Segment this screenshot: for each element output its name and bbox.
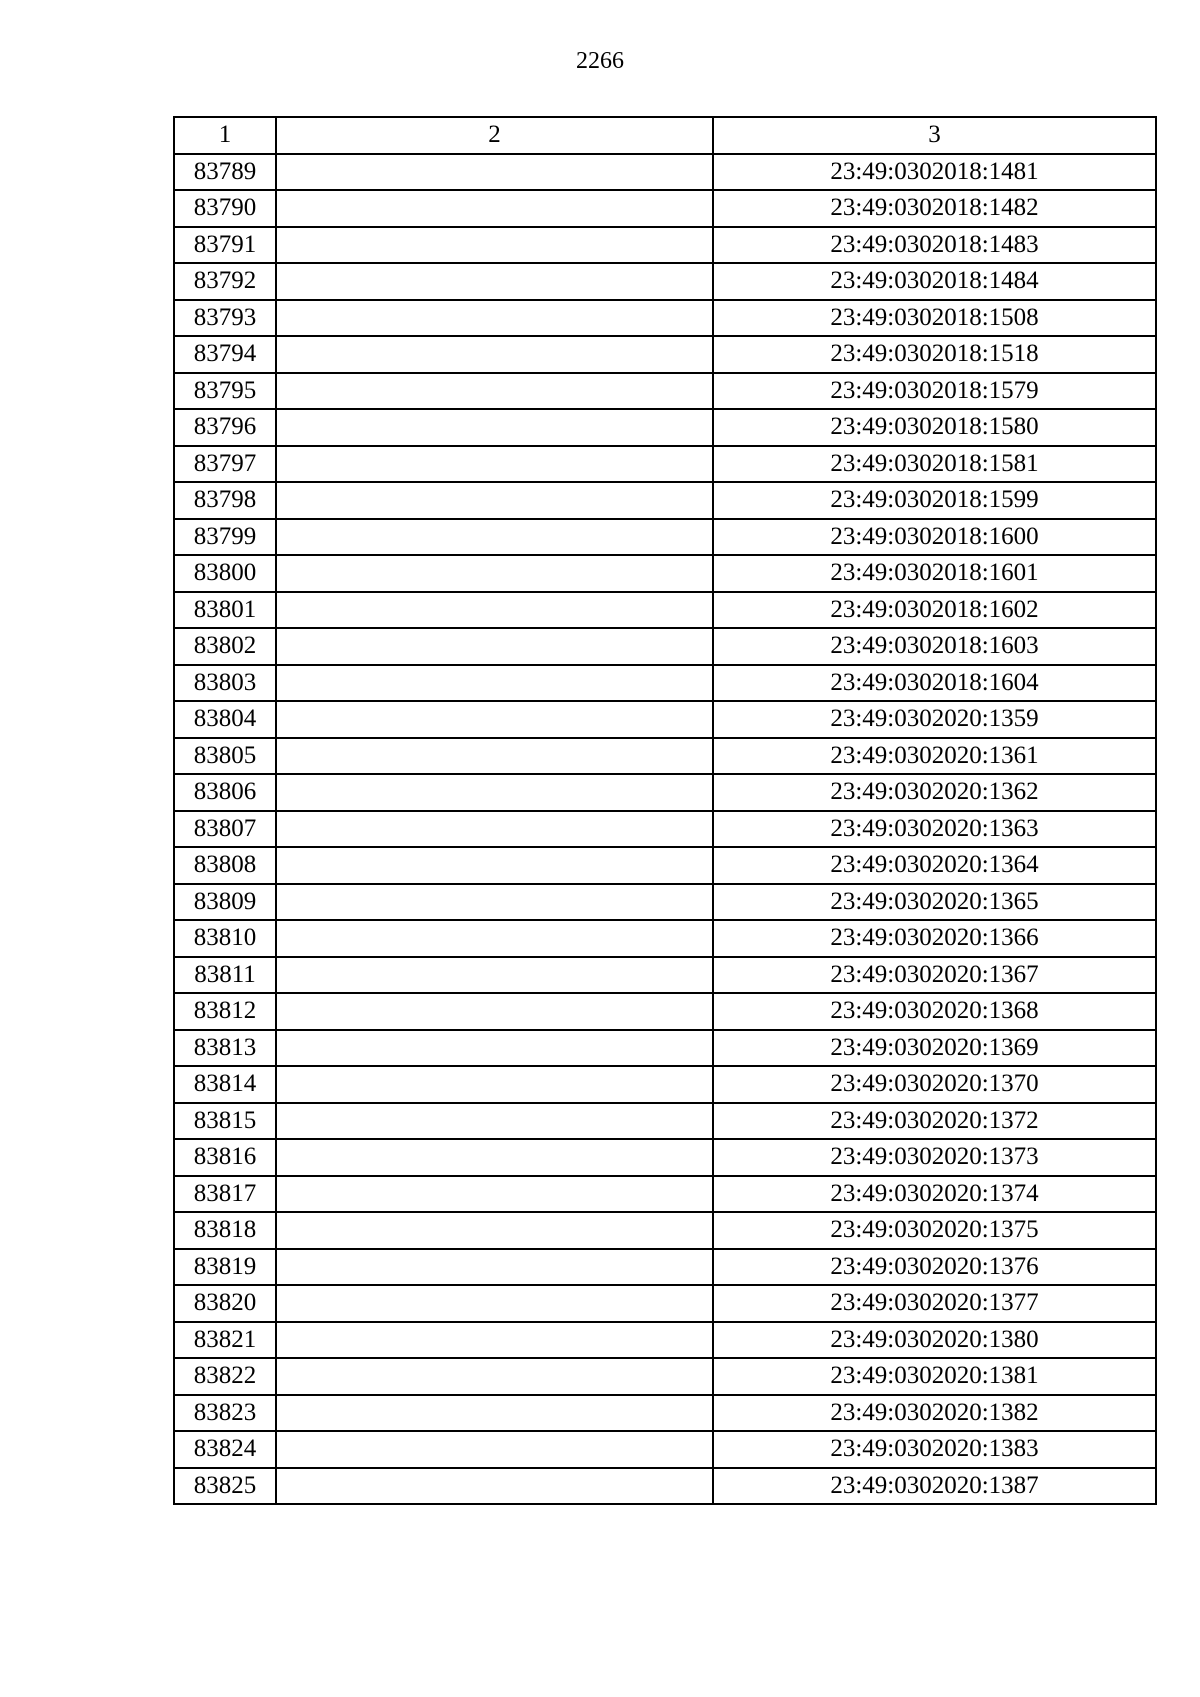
table-row bbox=[174, 336, 1156, 373]
table-row bbox=[174, 592, 1156, 629]
cell-description bbox=[276, 701, 713, 738]
cell-cadastral-number: 23:49:0302020:1368 bbox=[713, 993, 1156, 1030]
cell-number: 83797 bbox=[174, 446, 276, 483]
cell-number: 83799 bbox=[174, 519, 276, 556]
cell-description bbox=[276, 1139, 713, 1176]
table-row bbox=[174, 1468, 1156, 1505]
table-row bbox=[174, 1395, 1156, 1432]
cell-description bbox=[276, 409, 713, 446]
cell-number: 83817 bbox=[174, 1176, 276, 1213]
cell-cadastral-number: 23:49:0302018:1600 bbox=[713, 519, 1156, 556]
cell-number: 83800 bbox=[174, 555, 276, 592]
data-table bbox=[173, 116, 1157, 1505]
cell-description bbox=[276, 1395, 713, 1432]
cell-cadastral-number: 23:49:0302018:1483 bbox=[713, 227, 1156, 264]
cell-description bbox=[276, 1322, 713, 1359]
cell-cadastral-number: 23:49:0302020:1376 bbox=[713, 1249, 1156, 1286]
cell-number: 83805 bbox=[174, 738, 276, 775]
cell-description bbox=[276, 1212, 713, 1249]
cell-number: 83824 bbox=[174, 1431, 276, 1468]
cell-cadastral-number: 23:49:0302020:1387 bbox=[713, 1468, 1156, 1505]
cell-description bbox=[276, 811, 713, 848]
table-row bbox=[174, 884, 1156, 921]
table-row bbox=[174, 482, 1156, 519]
cell-cadastral-number: 23:49:0302018:1602 bbox=[713, 592, 1156, 629]
cell-cadastral-number: 23:49:0302020:1363 bbox=[713, 811, 1156, 848]
cell-number: 83811 bbox=[174, 957, 276, 994]
cell-description bbox=[276, 920, 713, 957]
cell-description bbox=[276, 555, 713, 592]
table-row bbox=[174, 1030, 1156, 1067]
cell-cadastral-number: 23:49:0302020:1359 bbox=[713, 701, 1156, 738]
table-row bbox=[174, 154, 1156, 191]
cell-cadastral-number: 23:49:0302018:1579 bbox=[713, 373, 1156, 410]
table-row bbox=[174, 847, 1156, 884]
cell-cadastral-number: 23:49:0302020:1369 bbox=[713, 1030, 1156, 1067]
cell-description bbox=[276, 592, 713, 629]
cell-number: 83818 bbox=[174, 1212, 276, 1249]
cell-number: 83815 bbox=[174, 1103, 276, 1140]
cell-cadastral-number: 23:49:0302020:1364 bbox=[713, 847, 1156, 884]
table-row bbox=[174, 738, 1156, 775]
cell-cadastral-number: 23:49:0302018:1599 bbox=[713, 482, 1156, 519]
cell-number: 83803 bbox=[174, 665, 276, 702]
cell-cadastral-number: 23:49:0302020:1372 bbox=[713, 1103, 1156, 1140]
cell-description bbox=[276, 1468, 713, 1505]
table-row bbox=[174, 446, 1156, 483]
cell-number: 83798 bbox=[174, 482, 276, 519]
table-row bbox=[174, 1285, 1156, 1322]
table-row bbox=[174, 409, 1156, 446]
cell-description bbox=[276, 190, 713, 227]
table-row bbox=[174, 993, 1156, 1030]
cell-cadastral-number: 23:49:0302020:1367 bbox=[713, 957, 1156, 994]
table-row bbox=[174, 811, 1156, 848]
column-header-1: 1 bbox=[174, 117, 276, 154]
table-header bbox=[174, 117, 1156, 154]
table-row bbox=[174, 1066, 1156, 1103]
cell-cadastral-number: 23:49:0302020:1380 bbox=[713, 1322, 1156, 1359]
cell-cadastral-number: 23:49:0302018:1580 bbox=[713, 409, 1156, 446]
table-body bbox=[174, 154, 1156, 1505]
cell-number: 83810 bbox=[174, 920, 276, 957]
cell-cadastral-number: 23:49:0302018:1604 bbox=[713, 665, 1156, 702]
cell-number: 83791 bbox=[174, 227, 276, 264]
cell-description bbox=[276, 1066, 713, 1103]
column-header-2: 2 bbox=[276, 117, 713, 154]
table-row bbox=[174, 1322, 1156, 1359]
cell-number: 83813 bbox=[174, 1030, 276, 1067]
table-row bbox=[174, 1139, 1156, 1176]
cell-number: 83793 bbox=[174, 300, 276, 337]
table-row bbox=[174, 920, 1156, 957]
column-header-3: 3 bbox=[713, 117, 1156, 154]
cell-cadastral-number: 23:49:0302020:1377 bbox=[713, 1285, 1156, 1322]
cell-number: 83821 bbox=[174, 1322, 276, 1359]
cell-description bbox=[276, 373, 713, 410]
cell-description bbox=[276, 738, 713, 775]
table-row bbox=[174, 190, 1156, 227]
table-row bbox=[174, 1103, 1156, 1140]
cell-description bbox=[276, 1285, 713, 1322]
cell-cadastral-number: 23:49:0302020:1373 bbox=[713, 1139, 1156, 1176]
cell-number: 83809 bbox=[174, 884, 276, 921]
table-row bbox=[174, 300, 1156, 337]
table-row bbox=[174, 957, 1156, 994]
table-row bbox=[174, 555, 1156, 592]
cell-cadastral-number: 23:49:0302020:1375 bbox=[713, 1212, 1156, 1249]
table-row bbox=[174, 519, 1156, 556]
cell-number: 83790 bbox=[174, 190, 276, 227]
cell-description bbox=[276, 1358, 713, 1395]
cell-number: 83812 bbox=[174, 993, 276, 1030]
cell-number: 83806 bbox=[174, 774, 276, 811]
cell-number: 83801 bbox=[174, 592, 276, 629]
cell-description bbox=[276, 1030, 713, 1067]
cell-number: 83792 bbox=[174, 263, 276, 300]
cell-description bbox=[276, 628, 713, 665]
table-row bbox=[174, 665, 1156, 702]
cell-description bbox=[276, 884, 713, 921]
cell-number: 83820 bbox=[174, 1285, 276, 1322]
cell-number: 83802 bbox=[174, 628, 276, 665]
cell-cadastral-number: 23:49:0302018:1482 bbox=[713, 190, 1156, 227]
cell-cadastral-number: 23:49:0302018:1601 bbox=[713, 555, 1156, 592]
cell-cadastral-number: 23:49:0302020:1361 bbox=[713, 738, 1156, 775]
cell-description bbox=[276, 1431, 713, 1468]
cell-number: 83819 bbox=[174, 1249, 276, 1286]
cell-description bbox=[276, 993, 713, 1030]
cell-cadastral-number: 23:49:0302020:1366 bbox=[713, 920, 1156, 957]
table-row bbox=[174, 701, 1156, 738]
cell-description bbox=[276, 300, 713, 337]
table-row bbox=[174, 227, 1156, 264]
cell-cadastral-number: 23:49:0302020:1374 bbox=[713, 1176, 1156, 1213]
cell-number: 83808 bbox=[174, 847, 276, 884]
table-row bbox=[174, 263, 1156, 300]
cell-description bbox=[276, 519, 713, 556]
cell-number: 83816 bbox=[174, 1139, 276, 1176]
cell-description bbox=[276, 774, 713, 811]
header-row bbox=[174, 117, 1156, 154]
table-row bbox=[174, 1176, 1156, 1213]
table-row bbox=[174, 1358, 1156, 1395]
cell-cadastral-number: 23:49:0302018:1484 bbox=[713, 263, 1156, 300]
cell-description bbox=[276, 446, 713, 483]
cell-description bbox=[276, 263, 713, 300]
page-number: 2266 bbox=[576, 48, 624, 74]
table-row bbox=[174, 373, 1156, 410]
cell-number: 83814 bbox=[174, 1066, 276, 1103]
cell-description bbox=[276, 957, 713, 994]
cell-number: 83789 bbox=[174, 154, 276, 191]
cell-number: 83823 bbox=[174, 1395, 276, 1432]
cell-cadastral-number: 23:49:0302018:1481 bbox=[713, 154, 1156, 191]
cell-cadastral-number: 23:49:0302018:1581 bbox=[713, 446, 1156, 483]
cell-cadastral-number: 23:49:0302020:1362 bbox=[713, 774, 1156, 811]
cell-number: 83795 bbox=[174, 373, 276, 410]
cell-description bbox=[276, 227, 713, 264]
cell-number: 83825 bbox=[174, 1468, 276, 1505]
cell-cadastral-number: 23:49:0302020:1365 bbox=[713, 884, 1156, 921]
cell-number: 83807 bbox=[174, 811, 276, 848]
cell-number: 83822 bbox=[174, 1358, 276, 1395]
cell-cadastral-number: 23:49:0302020:1381 bbox=[713, 1358, 1156, 1395]
cell-cadastral-number: 23:49:0302020:1370 bbox=[713, 1066, 1156, 1103]
cell-description bbox=[276, 1176, 713, 1213]
cell-number: 83794 bbox=[174, 336, 276, 373]
table-row bbox=[174, 1431, 1156, 1468]
cell-description bbox=[276, 336, 713, 373]
cell-description bbox=[276, 1103, 713, 1140]
cell-cadastral-number: 23:49:0302020:1382 bbox=[713, 1395, 1156, 1432]
cell-cadastral-number: 23:49:0302018:1508 bbox=[713, 300, 1156, 337]
cell-description bbox=[276, 1249, 713, 1286]
cell-number: 83804 bbox=[174, 701, 276, 738]
cell-description bbox=[276, 482, 713, 519]
cell-cadastral-number: 23:49:0302018:1603 bbox=[713, 628, 1156, 665]
cell-description bbox=[276, 154, 713, 191]
cell-description bbox=[276, 847, 713, 884]
table-row bbox=[174, 774, 1156, 811]
table-row bbox=[174, 1212, 1156, 1249]
cell-cadastral-number: 23:49:0302020:1383 bbox=[713, 1431, 1156, 1468]
cell-description bbox=[276, 665, 713, 702]
cell-cadastral-number: 23:49:0302018:1518 bbox=[713, 336, 1156, 373]
cell-number: 83796 bbox=[174, 409, 276, 446]
table-row bbox=[174, 628, 1156, 665]
table-row bbox=[174, 1249, 1156, 1286]
